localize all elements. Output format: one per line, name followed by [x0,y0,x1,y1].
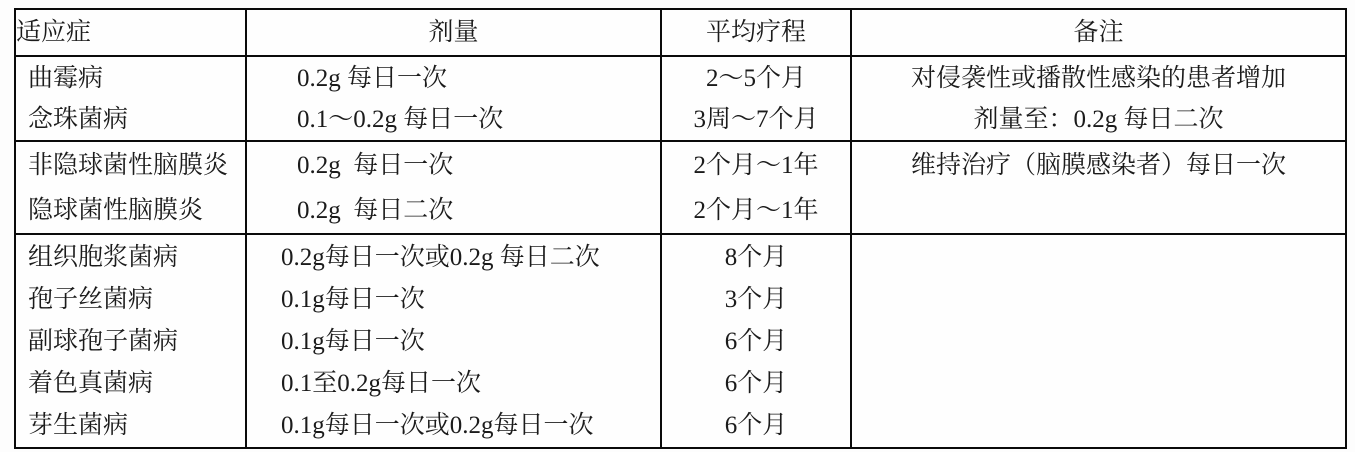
indication-text: 孢子丝菌病 [28,286,154,313]
course-cell [661,56,851,141]
header-course: 平均疗程 [661,9,851,56]
dosage-text: 0.1～0.2g 每日一次 [297,106,504,133]
remarks-cell [851,56,1346,141]
remarks-text [852,279,1345,321]
course-text: 8个月 [724,244,788,271]
course-text: 3周～7个月 [693,106,819,133]
indication-text: 芽生菌病 [28,412,129,439]
table-group-meningitis [15,141,1346,234]
indication-text: 隐球菌性脑膜炎 [28,197,204,224]
indication-text: 副球孢子菌病 [28,328,179,355]
dosage-text: 0.1至0.2g每日一次 [281,370,482,397]
dosage-text: 0.2g 每日一次 [297,152,454,179]
course-cell [661,234,851,448]
course-text: 2个月～1年 [693,152,819,179]
dosage-cell [246,56,661,141]
table-header-row [15,9,1346,56]
indication-text: 组织胞浆菌病 [28,244,179,271]
remarks-text: 对侵袭性或播散性感染的患者增加 [910,65,1286,92]
remarks-text: 剂量至：0.2g 每日二次 [973,106,1224,133]
remarks-text [852,237,1345,279]
indication-text: 着色真菌病 [28,370,154,397]
dosage-text: 0.2g 每日一次 [297,65,448,92]
course-text: 6个月 [724,328,788,355]
table-group-aspergillosis-candidiasis [15,56,1346,141]
indication-text: 非隐球菌性脑膜炎 [28,152,229,179]
remarks-text: 维持治疗（脑膜感染者）每日一次 [910,152,1286,179]
indication-cell [15,234,246,448]
dosage-cell [246,234,661,448]
indication-text: 念珠菌病 [28,106,129,133]
course-text: 6个月 [724,412,788,439]
course-text: 2～5个月 [705,65,806,92]
header-remarks: 备注 [851,9,1346,56]
remarks-text [852,363,1345,405]
remarks-cell [851,141,1346,234]
table-group-other-mycoses [15,234,1346,448]
remarks-text [852,321,1345,363]
header-indication: 适应症 [15,9,246,56]
course-cell [661,141,851,234]
dosage-cell [246,141,661,234]
dosage-text: 0.2g每日一次或0.2g 每日二次 [281,244,600,271]
remarks-cell [851,234,1346,448]
header-dosage: 剂量 [246,9,661,56]
remarks-text [852,188,1345,233]
indication-text: 曲霉病 [28,65,104,92]
indication-cell [15,56,246,141]
dosage-text: 0.1g每日一次或0.2g每日一次 [281,412,594,439]
course-text: 2个月～1年 [693,197,819,224]
remarks-text [852,405,1345,447]
indication-cell [15,141,246,234]
course-text: 6个月 [724,370,788,397]
dosage-text: 0.2g 每日二次 [297,197,454,224]
dosage-text: 0.1g每日一次 [281,328,425,355]
dosage-text: 0.1g每日一次 [281,286,425,313]
dosage-table [14,8,1347,449]
course-text: 3个月 [724,286,788,313]
